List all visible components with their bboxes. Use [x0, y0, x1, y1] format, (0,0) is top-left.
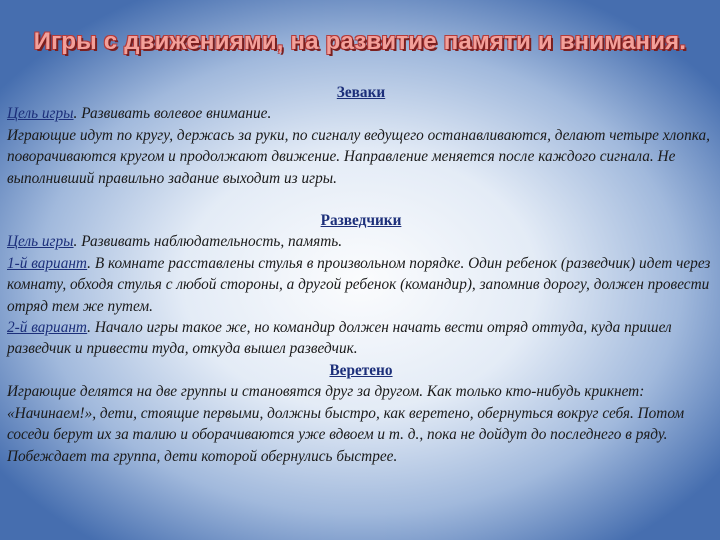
goal-label: Цель игры — [7, 105, 74, 123]
game-title-razvedchiki: Разведчики — [320, 212, 402, 230]
goal-text: . Развивать наблюдательность, память. — [73, 233, 343, 251]
game-title-zevaki: Зеваки — [336, 84, 386, 101]
variant-1 — [7, 253, 715, 317]
game-goal-zevaki — [7, 103, 715, 124]
goal-text: . Развивать волевое внимание. — [73, 105, 272, 123]
spacer — [7, 189, 715, 210]
game-description-vereteno: Играющие делятся на две группы и становятся друг за другом. Как только кто-нибудь крикнет: «Начинаем!», дети, стоящие первыми, должны быстро, как веретено, обернуться вокруг себя. Потом соседи берут их за талию и оборачиваются уже вдвоем и т. д., пока не дойдут до последнего в ряду. Побеждает та группа, дети которой обернулись быстрее. — [7, 383, 685, 465]
slide-content — [7, 82, 715, 467]
game-description-zevaki: Играющие идут по кругу, держась за руки, по сигналу ведущего останавливаются, делают четыре хлопка, поворачиваются кругом и продолжают движение. Направление меняется после каждого сигнала. Не выполнивший правильно задание выходит из игры. — [7, 126, 710, 187]
slide-title: Игры с движениями, на развитие памяти и внимания. — [33, 28, 687, 55]
variant-1-text: . В комнате расставлены стулья в произвольном порядке. Один ребенок (разведчик) идет через комнату, обходя стулья с любой стороны, а другой ребенок (командир), запомнив дорогу, должен провести отряд тем же путем. — [7, 254, 711, 315]
variant-2 — [7, 317, 715, 360]
goal-label: Цель игры — [7, 233, 74, 251]
variant-2-text: . Начало игры такое же, но командир должен начать вести отряд оттуда, куда пришел разведчик и привести туда, откуда вышел разведчик. — [7, 319, 672, 358]
variant-1-label: 1-й вариант — [7, 254, 88, 272]
game-title-vereteno: Веретено — [329, 361, 393, 379]
game-goal-razvedchiki — [7, 231, 715, 252]
variant-2-label: 2-й вариант — [7, 319, 88, 337]
